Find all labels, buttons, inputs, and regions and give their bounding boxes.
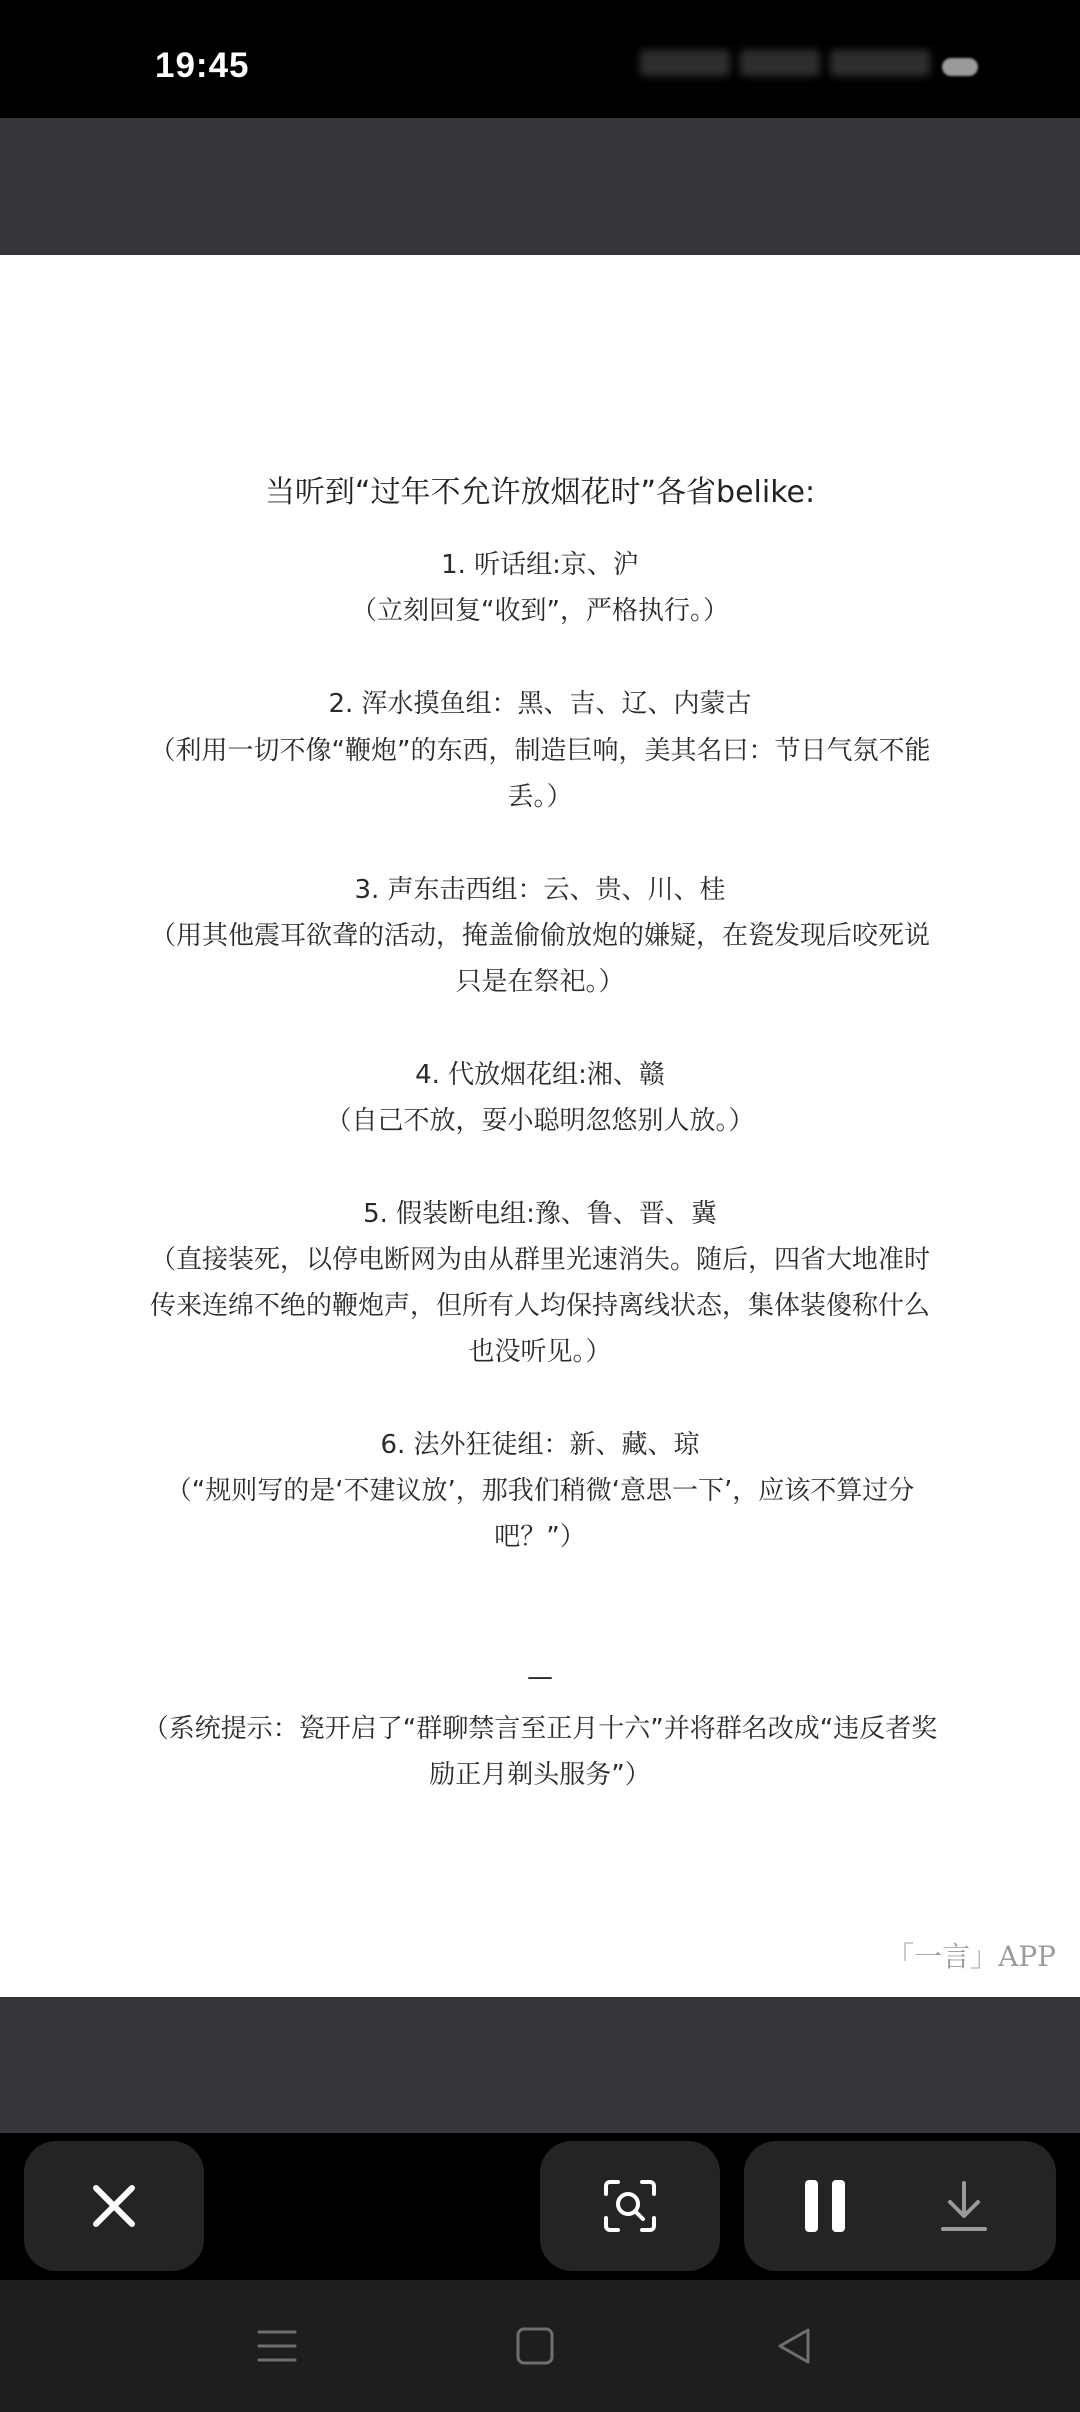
document-title: 当听到“过年不允许放烟花时”各省belike: (264, 475, 816, 510)
home-button[interactable] (499, 2310, 571, 2382)
menu-button[interactable] (241, 2310, 313, 2382)
top-overlay (0, 118, 1080, 255)
section-1-line-1: （立刻回复“收到”，严格执行。） (351, 596, 729, 626)
section-3-line-1: （用其他震耳欲聋的活动，掩盖偷偷放炮的嫌疑，在瓷发现后咬死说 (149, 921, 930, 951)
back-icon (774, 2326, 812, 2366)
section-6-heading: 6. 法外狂徒组：新、藏、琼 (380, 1430, 700, 1460)
status-bar (0, 0, 1080, 118)
section-2-line-2: 丢。） (507, 782, 573, 812)
home-icon (516, 2327, 554, 2365)
section-6-line-1: （“规则写的是‘不建议放’，那我们稍微‘意思一下’，应该不算过分 (165, 1476, 915, 1506)
download-icon (939, 2179, 989, 2233)
status-icons (640, 44, 1000, 84)
scan-button[interactable] (540, 2141, 720, 2271)
close-button[interactable] (24, 2141, 204, 2271)
menu-icon (257, 2328, 297, 2364)
watermark: 「一言」APP (886, 1940, 1056, 1973)
section-5-line-1: （直接装死，以停电断网为由从群里光速消失。随后，四省大地准时 (149, 1245, 930, 1275)
download-button[interactable] (929, 2171, 999, 2241)
status-time: 19:45 (155, 46, 250, 85)
footer-line-1: （系统提示：瓷开启了“群聊禁言至正月十六”并将群名改成“违反者奖 (142, 1714, 938, 1744)
section-2-line-1: （利用一切不像“鞭炮”的东西，制造巨响，美其名曰：节日气氛不能 (149, 736, 931, 766)
media-toolbar (0, 2133, 1080, 2280)
back-button[interactable] (757, 2310, 829, 2382)
system-nav-bar (0, 2280, 1080, 2412)
footer-line-2: 励正月剃头服务”） (429, 1760, 651, 1790)
document-image (0, 255, 1080, 1997)
close-icon (90, 2182, 138, 2230)
section-4-line-1: （自己不放，耍小聪明忽悠别人放。） (325, 1106, 755, 1136)
section-6-line-2: 吧？”） (494, 1522, 586, 1552)
scan-search-icon (602, 2178, 658, 2234)
divider-dash: — (527, 1662, 553, 1692)
playback-controls (744, 2141, 1056, 2271)
bottom-overlay (0, 1997, 1080, 2133)
section-3-line-2: 只是在祭祀。） (455, 967, 625, 997)
section-1-heading: 1. 听话组:京、沪 (441, 550, 639, 580)
section-2-heading: 2. 浑水摸鱼组：黑、吉、辽、内蒙古 (328, 689, 752, 719)
section-5-line-3: 也没听见。） (468, 1337, 612, 1367)
section-5-heading: 5. 假装断电组:豫、鲁、晋、冀 (363, 1199, 717, 1229)
pause-button[interactable] (790, 2171, 860, 2241)
section-5-line-2: 传来连绵不绝的鞭炮声，但所有人均保持离线状态，集体装傻称什么 (149, 1291, 930, 1321)
section-4-heading: 4. 代放烟花组:湘、赣 (415, 1060, 665, 1090)
pause-icon (801, 2178, 849, 2234)
battery-icon (942, 58, 978, 76)
section-3-heading: 3. 声东击西组：云、贵、川、桂 (354, 875, 726, 905)
